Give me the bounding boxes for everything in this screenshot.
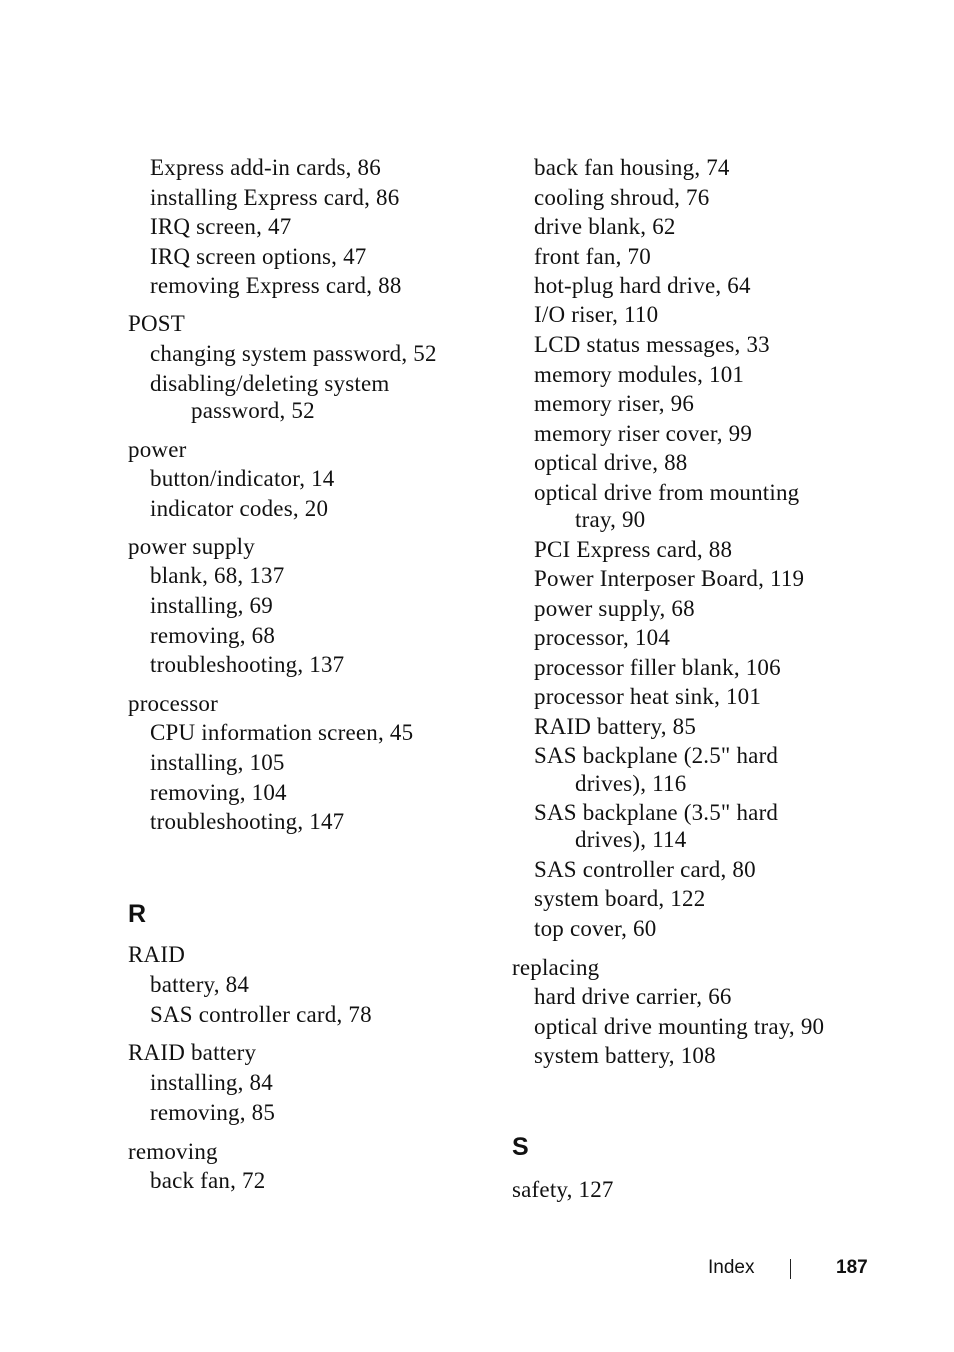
- index-subentry: system battery, 108: [534, 1043, 716, 1068]
- index-subentry: back fan, 72: [150, 1168, 266, 1193]
- index-subentry: installing Express card, 86: [150, 185, 400, 210]
- index-entry: processor: [128, 691, 218, 716]
- index-subentry: button/indicator, 14: [150, 466, 335, 491]
- index-subentry: PCI Express card, 88: [534, 537, 733, 562]
- index-subentry: installing, 84: [150, 1070, 273, 1095]
- index-entry: power: [128, 437, 187, 462]
- index-subentry: top cover, 60: [534, 916, 657, 941]
- index-subentry: processor heat sink, 101: [534, 684, 762, 709]
- index-entry: POST: [128, 311, 186, 336]
- index-subentry: optical drive, 88: [534, 450, 688, 475]
- index-subentry: indicator codes, 20: [150, 496, 329, 521]
- index-subentry: password, 52: [191, 398, 315, 423]
- index-subentry: system board, 122: [534, 886, 706, 911]
- index-subentry: battery, 84: [150, 972, 250, 997]
- index-subentry: front fan, 70: [534, 244, 651, 269]
- index-subentry: processor filler blank, 106: [534, 655, 781, 680]
- index-subentry: CPU information screen, 45: [150, 720, 414, 745]
- index-subentry: installing, 105: [150, 750, 285, 775]
- index-subentry: memory riser cover, 99: [534, 421, 753, 446]
- index-subentry: removing, 85: [150, 1100, 276, 1125]
- index-subentry: troubleshooting, 137: [150, 652, 345, 677]
- index-subentry: optical drive mounting tray, 90: [534, 1014, 825, 1039]
- index-subentry: hot-plug hard drive, 64: [534, 273, 751, 298]
- index-subentry: installing, 69: [150, 593, 273, 618]
- index-entry: RAID battery: [128, 1040, 257, 1065]
- index-entry: safety, 127: [512, 1177, 614, 1202]
- index-subentry: memory modules, 101: [534, 362, 745, 387]
- index-subentry: I/O riser, 110: [534, 302, 659, 327]
- index-subentry: hard drive carrier, 66: [534, 984, 732, 1009]
- index-subentry: troubleshooting, 147: [150, 809, 345, 834]
- index-subentry: memory riser, 96: [534, 391, 695, 416]
- index-subentry: SAS controller card, 80: [534, 857, 756, 882]
- index-entry: removing: [128, 1139, 218, 1164]
- index-subentry: Express add-in cards, 86: [150, 155, 381, 180]
- index-subentry: SAS controller card, 78: [150, 1002, 372, 1027]
- index-section-letter: R: [128, 900, 147, 928]
- index-subentry: optical drive from mounting: [534, 480, 800, 505]
- index-subentry: removing, 104: [150, 780, 287, 805]
- index-subentry: drives), 116: [575, 771, 687, 796]
- index-subentry: tray, 90: [575, 507, 646, 532]
- index-subentry: back fan housing, 74: [534, 155, 730, 180]
- index-entry: power supply: [128, 534, 255, 559]
- index-entry: RAID: [128, 942, 186, 967]
- footer-separator: [790, 1259, 791, 1279]
- index-subentry: IRQ screen options, 47: [150, 244, 367, 269]
- index-subentry: power supply, 68: [534, 596, 695, 621]
- index-subentry: SAS backplane (2.5" hard: [534, 743, 779, 768]
- footer-section-label: Index: [708, 1257, 755, 1278]
- index-subentry: drive blank, 62: [534, 214, 676, 239]
- index-subentry: changing system password, 52: [150, 341, 437, 366]
- index-subentry: removing Express card, 88: [150, 273, 402, 298]
- index-subentry: removing, 68: [150, 623, 276, 648]
- index-subentry: drives), 114: [575, 827, 687, 852]
- index-subentry: processor, 104: [534, 625, 671, 650]
- index-subentry: RAID battery, 85: [534, 714, 697, 739]
- index-subentry: cooling shroud, 76: [534, 185, 710, 210]
- index-entry: replacing: [512, 955, 600, 980]
- footer-page-number: 187: [836, 1257, 868, 1278]
- index-subentry: blank, 68, 137: [150, 563, 285, 588]
- index-subentry: Power Interposer Board, 119: [534, 566, 805, 591]
- index-subentry: LCD status messages, 33: [534, 332, 770, 357]
- index-subentry: IRQ screen, 47: [150, 214, 292, 239]
- index-section-letter: S: [512, 1133, 529, 1161]
- index-subentry: SAS backplane (3.5" hard: [534, 800, 779, 825]
- index-subentry: disabling/deleting system: [150, 371, 390, 396]
